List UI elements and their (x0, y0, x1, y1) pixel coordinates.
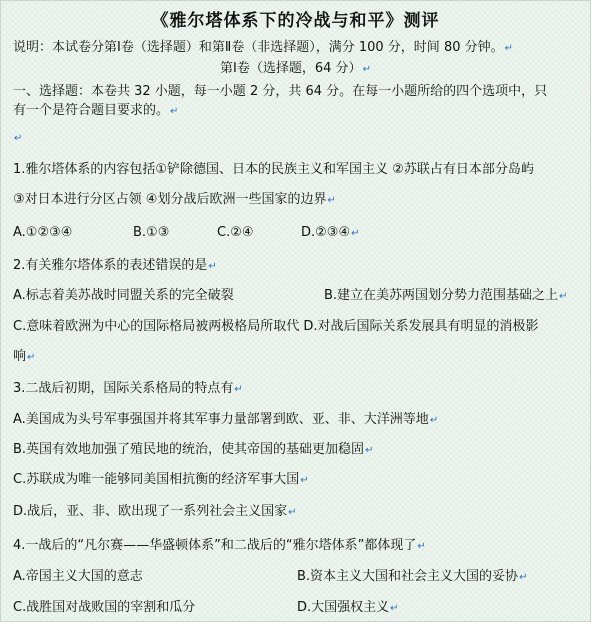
question-1-option-d: D.②③④ (301, 225, 351, 240)
question-1-stem-line2: ③对日本进行分区占领 ④划分战后欧洲一些国家的边界↵ (13, 192, 336, 207)
paragraph-mark-icon: ↵ (390, 603, 399, 614)
question-2-option-a: A.标志着美苏战时同盟关系的完全破裂 (13, 288, 234, 303)
question-1-option-a: A.①②③④ (13, 225, 73, 240)
paragraph-mark-icon: ↵ (27, 352, 36, 363)
question-1-option-c: C.②④ (217, 225, 254, 240)
question-3-stem: 3.二战后初期，国际关系格局的特点有↵ (13, 381, 243, 396)
paragraph-mark-icon: ↵ (365, 445, 374, 456)
question-2-option-d-continued: 响↵ (13, 349, 36, 364)
section-instructions-line1: 一、选择题：本卷共 32 小题，每一小题 2 分，共 64 分。在每一小题所给的四个选项中，只 (13, 84, 548, 99)
paragraph-mark-icon: ↵ (170, 106, 179, 117)
question-3-option-b: B.英国有效地加强了殖民地的统治，使其帝国的基础更加稳固↵ (13, 442, 374, 457)
question-4-option-d: D.大国强权主义↵ (297, 600, 399, 615)
question-4-option-c: C.战胜国对战败国的宰割和瓜分 (13, 600, 196, 615)
paragraph-mark-icon: ↵ (14, 133, 23, 144)
paragraph-mark-icon: ↵ (327, 195, 336, 206)
paragraph-mark-icon: ↵ (234, 384, 243, 395)
question-4-option-b: B.资本主义大国和社会主义大国的妥协↵ (297, 569, 528, 584)
question-3-option-a: A.美国成为头号军事强国并将其军事力量部署到欧、亚、非、大洋洲等地↵ (13, 412, 439, 427)
question-2-option-b: B.建立在美苏两国划分势力范围基础之上↵ (324, 288, 568, 303)
paragraph-mark-icon: ↵ (362, 64, 371, 75)
question-3-option-c: C.苏联成为唯一能够同美国相抗衡的经济军事大国↵ (13, 472, 309, 487)
paragraph-mark-icon: ↵ (417, 541, 426, 552)
paragraph-mark-icon: ↵ (559, 291, 568, 302)
paragraph-mark-icon: ↵ (429, 415, 439, 426)
instructions: 说明：本试卷分第Ⅰ卷（选择题）和第Ⅱ卷（非选择题），满分 100 分，时间 80 分钟。↵ (13, 40, 514, 55)
paragraph-mark-icon: ↵ (300, 475, 309, 486)
page-title: 《雅尔塔体系下的冷战与和平》测评 (151, 11, 440, 31)
question-1-option-b: B.①③ (133, 225, 170, 240)
question-4-stem: 4.一战后的“凡尔赛——华盛顿体系”和二战后的“雅尔塔体系”都体现了↵ (13, 538, 426, 553)
question-2-option-d: D.对战后国际关系发展具有明显的消极影 (303, 319, 539, 334)
section-instructions-line2: 有一个是符合题目要求的。↵ (13, 103, 179, 118)
question-1-options (13, 224, 360, 243)
part-heading: 第Ⅰ卷（选择题，64 分）↵ (220, 61, 371, 76)
paragraph-mark-icon: ↵ (288, 507, 297, 518)
paragraph-mark-icon: ↵ (519, 572, 528, 583)
question-1-stem-line1: 1.雅尔塔体系的内容包括①铲除德国、日本的民族主义和军国主义 ②苏联占有日本部分岛屿 (13, 162, 534, 177)
empty-paragraph (13, 129, 22, 148)
paragraph-mark-icon: ↵ (504, 43, 514, 54)
question-3-option-d: D.战后，亚、非、欧出现了一系列社会主义国家↵ (13, 504, 297, 519)
question-2-option-c: C.意味着欧洲为中心的国际格局被两极格局所取代 D.对战后国际关系发展具有明显的消极影 (13, 319, 539, 334)
question-4-option-a: A.帝国主义大国的意志 (13, 569, 143, 584)
question-2-stem: 2.有关雅尔塔体系的表述错误的是↵ (13, 258, 217, 273)
paragraph-mark-icon: ↵ (208, 261, 217, 272)
paragraph-mark-icon: ↵ (351, 228, 360, 239)
